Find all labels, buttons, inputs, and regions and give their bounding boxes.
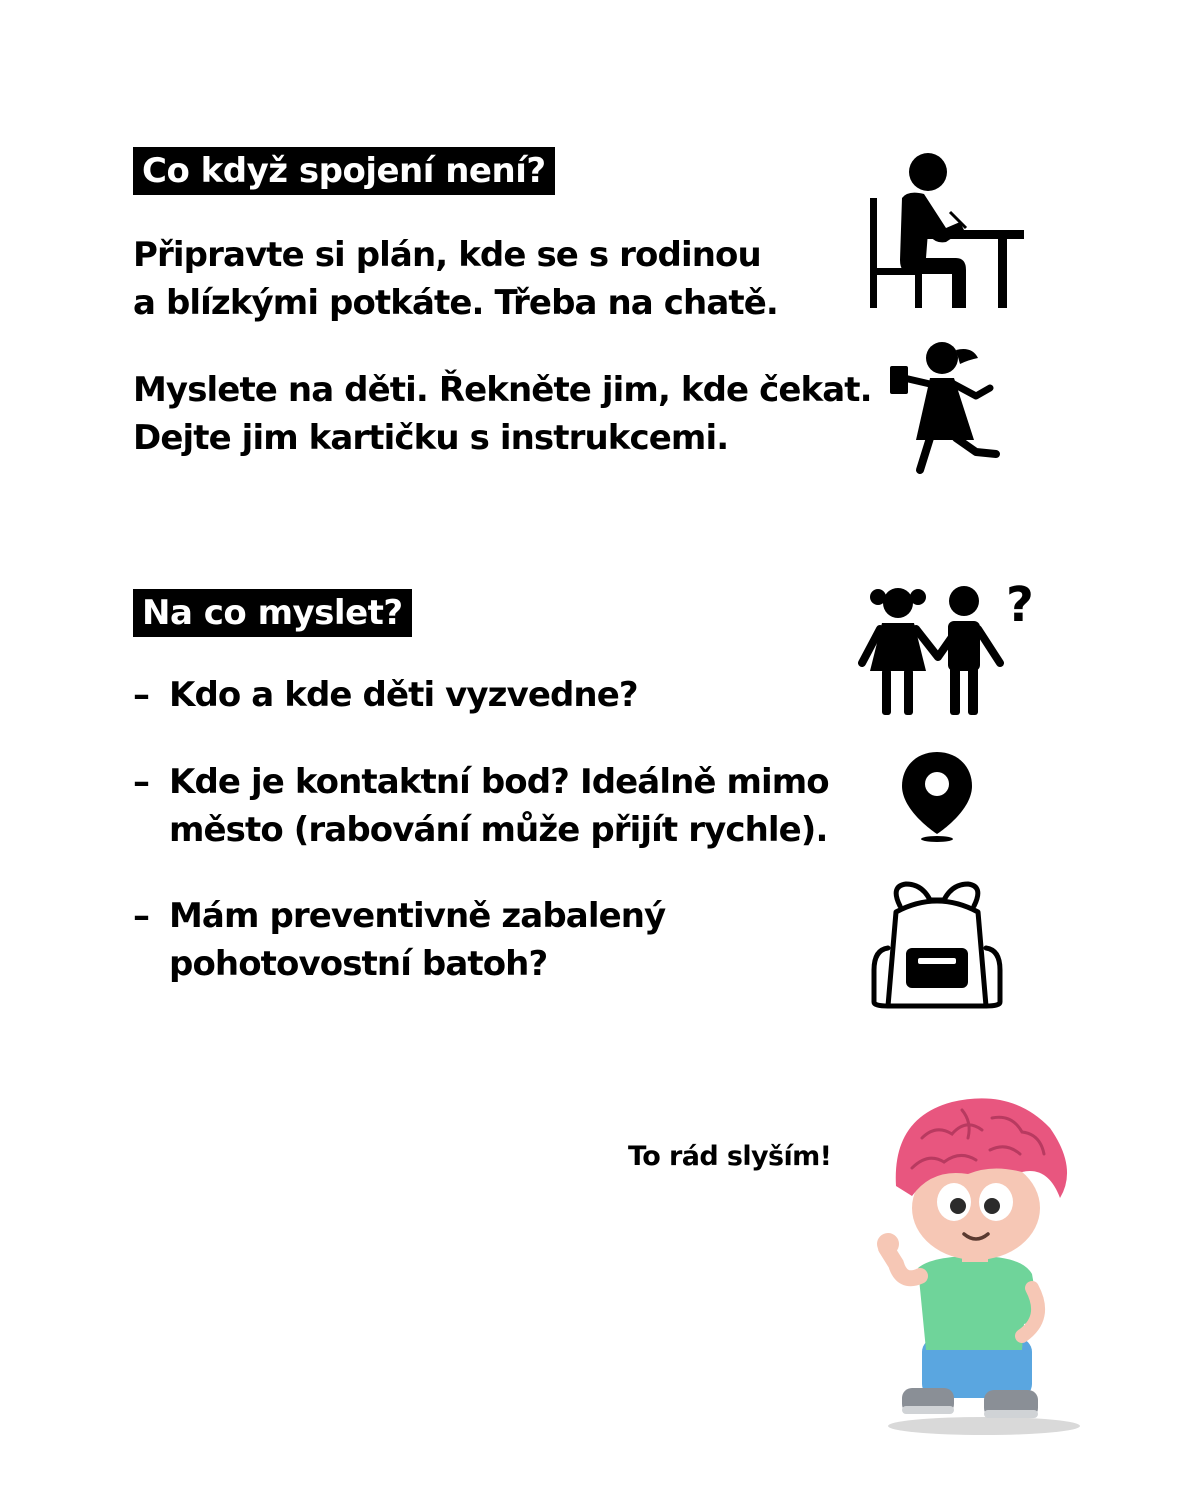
section-heading-what-to-think: Na co myslet? xyxy=(133,589,412,637)
children-line-1: Myslete na děti. Řekněte jim, kde čekat. xyxy=(133,370,872,410)
bullet-text: Kdo a kde děti vyzvedne? xyxy=(169,675,638,715)
bullet-line-1: Mám preventivně zabalený xyxy=(169,896,666,936)
bullet-dash: – xyxy=(133,896,150,936)
bullet-text xyxy=(169,892,665,988)
student-at-desk-icon xyxy=(862,150,1027,312)
children-line-2: Dejte jim kartičku s instrukcemi. xyxy=(133,418,729,458)
plan-line-1: Připravte si plán, kde se s rodinou xyxy=(133,235,761,275)
mascot-character xyxy=(872,1088,1092,1438)
mascot-speech: To rád slyším! xyxy=(628,1141,832,1172)
children-paragraph xyxy=(133,366,872,462)
bullet-text xyxy=(169,758,829,854)
bullet-line-2: město (rabování může přijít rychle). xyxy=(169,810,828,850)
running-girl-icon xyxy=(886,338,1006,476)
plan-paragraph xyxy=(133,231,778,327)
backpack-icon xyxy=(870,878,1004,1012)
location-pin-icon xyxy=(898,748,976,844)
children-question-icon xyxy=(856,575,1041,717)
bullet-dash: – xyxy=(133,675,150,715)
section-heading-no-connection: Co když spojení není? xyxy=(133,147,555,195)
bullet-line-2: pohotovostní batoh? xyxy=(169,944,548,984)
plan-line-2: a blízkými potkáte. Třeba na chatě. xyxy=(133,283,778,323)
bullet-line-1: Kde je kontaktní bod? Ideálně mimo xyxy=(169,762,829,802)
svg-text:?: ? xyxy=(1006,577,1034,633)
bullet-dash: – xyxy=(133,762,150,802)
